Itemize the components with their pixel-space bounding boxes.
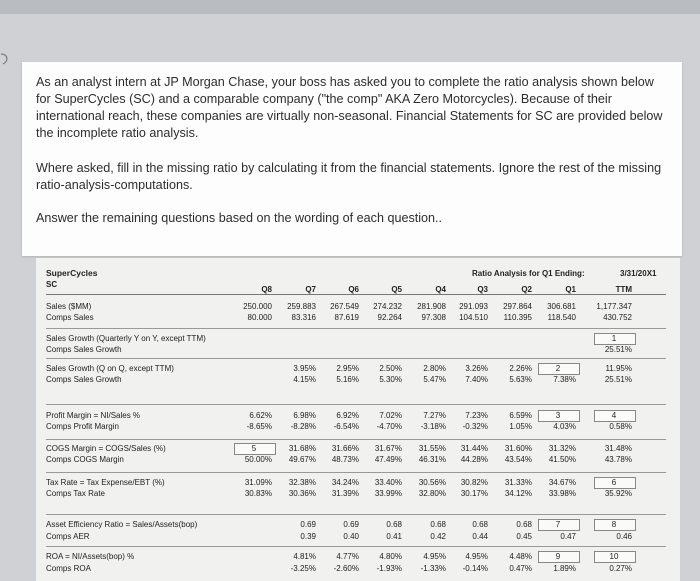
table-cell: 0.46 [616,532,632,541]
table-cell: 0.39 [300,532,316,541]
table-cell: 5.30% [379,375,402,384]
answer-number: 4 [611,411,617,420]
row-label: Sales ($MM) [46,302,92,311]
row-label: Comps ROA [46,564,91,573]
company-ticker: SC [46,280,58,289]
table-cell: 25.51% [604,375,632,384]
answer-number: 8 [611,520,617,529]
table-cell: 30.56% [418,478,446,487]
row-label: Comps AER [46,532,90,541]
table-cell: 306.681 [547,302,576,311]
row-label: Comps Tax Rate [46,489,105,498]
table-cell: 3.95% [293,364,316,373]
table-cell: 4.80% [379,552,402,561]
table-cell: 0.40 [343,532,359,541]
table-cell: 0.68 [430,520,446,529]
table-cell: 4.81% [293,552,316,561]
table-cell: 267.549 [330,302,359,311]
table-cell: -3.25% [290,564,316,573]
table-cell: 6.92% [336,411,359,420]
table-cell: 110.395 [503,313,532,322]
table-cell: 30.82% [460,478,488,487]
row-label: Profit Margin = NI/Sales % [46,411,141,420]
table-cell: 2.26% [509,364,532,373]
table-cell: 7.27% [423,411,446,420]
intro-paragraph-3: Answer the remaining questions based on the wording of each question.. [36,211,443,225]
table-cell: 7.38% [553,375,576,384]
table-cell: 32.38% [288,478,316,487]
table-cell: 1.89% [553,564,576,573]
intro-paragraph-2: Where asked, fill in the missing ratio by calculating it from the financial statements. Ignore the rest of the missing ratio-analysis-computations. [36,161,662,192]
table-cell: 2.95% [336,364,359,373]
table-cell: 4.48% [509,552,532,561]
table-cell: -2.60% [333,564,359,573]
company-title: SuperCycles [46,268,98,278]
table-cell: 92.264 [377,313,402,322]
section-divider [46,514,666,515]
table-cell: 34.67% [548,478,576,487]
table-cell: 33.98% [548,489,576,498]
table-cell: 0.69 [300,520,316,529]
answer-number: 10 [609,552,619,561]
table-cell: -0.32% [462,422,488,431]
row-label: Sales Growth (Q on Q, except TTM) [46,364,174,373]
table-cell: 87.619 [334,313,359,322]
table-cell: 4.95% [423,552,446,561]
table-cell: 4.95% [465,552,488,561]
row-label: Tax Rate = Tax Expense/EBT (%) [46,478,165,487]
table-cell: 297.864 [503,302,532,311]
table-cell: 291.093 [459,302,488,311]
table-cell: 5.63% [509,375,532,384]
section-divider [46,404,666,405]
table-cell: 34.24% [331,478,359,487]
intro-paragraph-1: As an analyst intern at JP Morgan Chase, your boss has asked you to complete the ratio analysis shown below for SuperCycles (SC) and a comparable company ("the comp" AKA Zero Motorcycles). Because of their international reach, these companies are virtually non-seasonal. Financial Statements for SC are provided below the incomplete ratio analysis. [36,75,663,140]
section-divider [46,472,666,473]
table-cell: 97.308 [421,313,446,322]
table-cell: -8.65% [246,422,272,431]
table-cell: 32.80% [418,489,446,498]
section-divider [46,546,666,547]
table-cell: 5.47% [423,375,446,384]
row-label: Comps Sales Growth [46,375,122,384]
top-bar [0,0,700,14]
table-cell: 31.67% [374,444,402,453]
curl-arrow-icon [0,52,12,66]
answer-number: 1 [611,334,617,343]
column-header-q8: Q8 [261,285,272,294]
table-cell: 31.60% [504,444,532,453]
row-label: Sales Growth (Quarterly Y on Y, except TTM) [46,334,206,343]
table-cell: 0.47 [560,532,576,541]
table-cell: 35.92% [604,489,632,498]
table-cell: 3.26% [465,364,488,373]
table-cell: 31.32% [548,444,576,453]
answer-number: 6 [611,478,617,487]
table-cell: 31.66% [331,444,359,453]
table-cell: 43.78% [604,455,632,464]
table-cell: 31.48% [604,444,632,453]
table-cell: 281.908 [417,302,446,311]
table-cell: 30.36% [288,489,316,498]
period-end-date: 3/31/20X1 [620,269,657,278]
table-cell: 2.50% [379,364,402,373]
table-cell: -3.18% [420,422,446,431]
table-cell: 259.883 [287,302,316,311]
table-cell: 31.33% [504,478,532,487]
column-header-q5: Q5 [391,285,402,294]
row-label: ROA = NI/Assets(bop) % [46,552,135,561]
row-label: Comps Sales Growth [46,345,122,354]
table-cell: 1.05% [509,422,532,431]
table-cell: 31.09% [244,478,272,487]
table-cell: 6.62% [249,411,272,420]
answer-number: 2 [555,364,561,373]
row-label: COGS Margin = COGS/Sales (%) [46,444,166,453]
table-cell: 430.752 [603,313,632,322]
table-cell: 104.510 [459,313,488,322]
table-cell: 41.50% [548,455,576,464]
ratio-analysis-title: Ratio Analysis for Q1 Ending: [472,269,585,278]
question-text-panel [22,62,682,256]
section-divider [46,439,666,440]
column-header-ttm: TTM [615,285,632,294]
section-divider [46,358,666,359]
table-cell: 4.15% [293,375,316,384]
table-cell: 46.31% [418,455,446,464]
table-cell: 50.00% [244,455,272,464]
column-header-q3: Q3 [477,285,488,294]
table-cell: 31.39% [331,489,359,498]
answer-number: 9 [555,552,561,561]
table-cell: 31.55% [418,444,446,453]
table-cell: 31.44% [460,444,488,453]
table-cell: 0.68 [386,520,402,529]
table-cell: 31.68% [288,444,316,453]
table-cell: -1.33% [420,564,446,573]
table-cell: 6.98% [293,411,316,420]
table-cell: 0.45 [516,532,532,541]
table-cell: -0.14% [462,564,488,573]
table-cell: -6.54% [333,422,359,431]
table-cell: 33.40% [374,478,402,487]
table-cell: 33.99% [374,489,402,498]
table-cell: 4.77% [336,552,359,561]
row-label: Comps Profit Margin [46,422,119,431]
column-header-q2: Q2 [521,285,532,294]
table-cell: 0.69 [343,520,359,529]
ratio-analysis-table [36,258,680,581]
table-cell: 2.80% [423,364,446,373]
table-cell: 7.02% [379,411,402,420]
table-cell: 48.73% [331,455,359,464]
table-cell: 43.54% [504,455,532,464]
table-cell: -8.28% [290,422,316,431]
table-cell: 0.27% [609,564,632,573]
table-cell: 30.17% [460,489,488,498]
table-cell: 34.12% [504,489,532,498]
table-cell: 0.44 [472,532,488,541]
header-divider [46,294,666,295]
table-cell: 7.23% [465,411,488,420]
table-cell: 0.42 [430,532,446,541]
row-label: Comps COGS Margin [46,455,124,464]
table-cell: -1.93% [376,564,402,573]
table-cell: 6.59% [509,411,532,420]
table-cell: 118.540 [547,313,576,322]
table-cell: 11.95% [605,364,632,373]
table-cell: 0.58% [609,422,632,431]
table-cell: 47.49% [374,455,402,464]
table-cell: 44.28% [460,455,488,464]
table-cell: 7.40% [465,375,488,384]
table-cell: 4.03% [553,422,576,431]
table-cell: 1,177.347 [596,302,632,311]
answer-number: 3 [555,411,561,420]
column-header-q7: Q7 [305,285,316,294]
table-cell: 5.16% [336,375,359,384]
table-cell: 83.316 [291,313,316,322]
table-cell: 0.47% [509,564,532,573]
table-cell: 49.67% [288,455,316,464]
table-cell: 274.232 [373,302,402,311]
answer-number: 5 [251,444,257,453]
table-cell: 0.41 [386,532,402,541]
table-cell: 250.000 [243,302,272,311]
table-cell: 80.000 [247,313,272,322]
table-cell: -4.70% [376,422,402,431]
row-label: Asset Efficiency Ratio = Sales/Assets(bop) [46,520,198,529]
section-divider [46,328,666,329]
table-cell: 0.68 [472,520,488,529]
answer-number: 7 [555,520,561,529]
table-cell: 30.83% [244,489,272,498]
row-label: Comps Sales [46,313,94,322]
table-cell: 0.68 [516,520,532,529]
column-header-q1: Q1 [565,285,576,294]
column-header-q4: Q4 [435,285,446,294]
table-cell: 25.51% [604,345,632,354]
column-header-q6: Q6 [348,285,359,294]
